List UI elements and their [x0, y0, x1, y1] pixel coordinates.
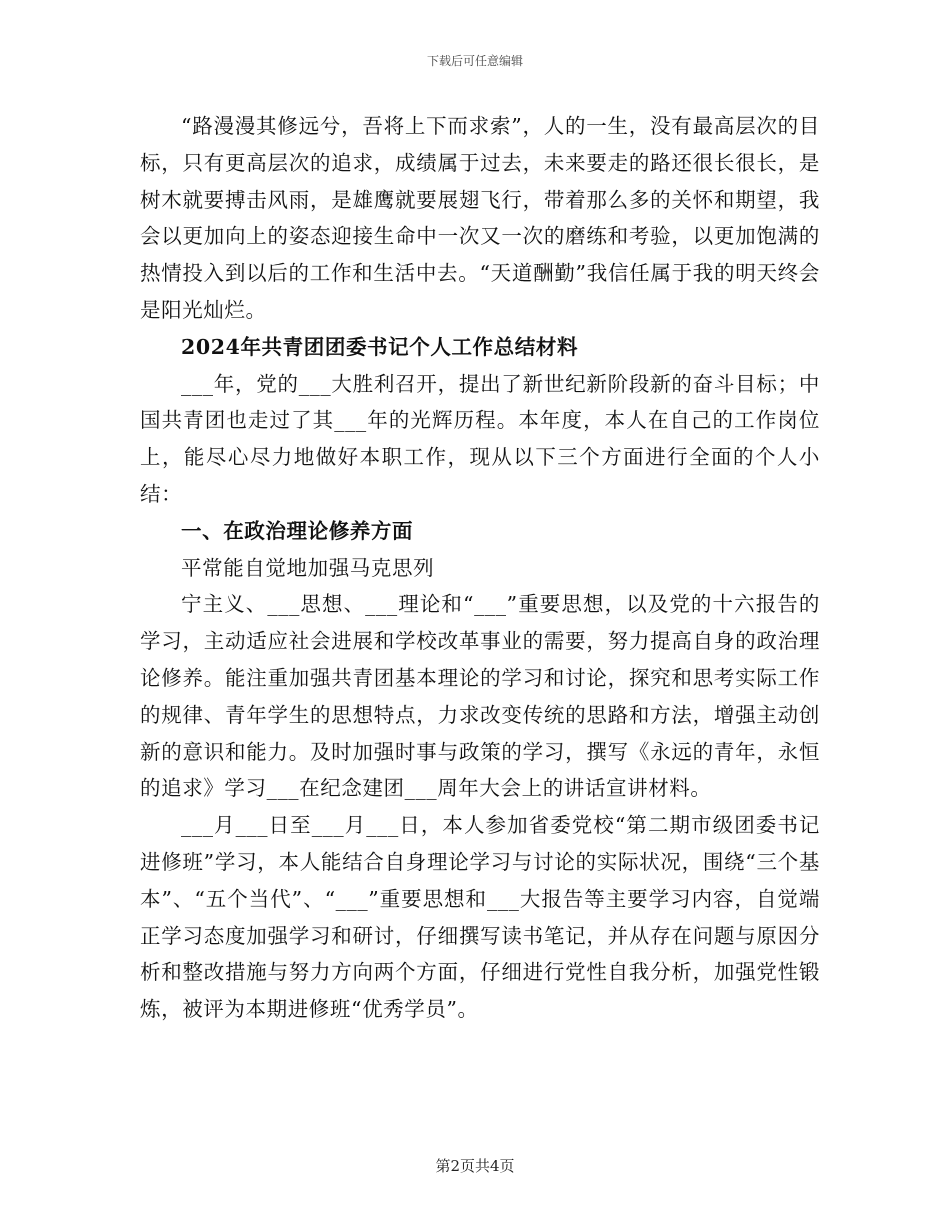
section-paragraph-training: ___月___日至___月___日，本人参加省委党校“第二期市级团委书记进修班”学习，本人能结合自身理论学习与讨论的实际状况，围绕“三个基本”、“五个当代”、“___”重要思想和___大报告等主要学习内容，自觉端正学习态度加强学习和研讨，仔细撰写读书笔记，并从存在问题与原因分析和整改措施与努力方向两个方面，仔细进行党性自我分析，加强党性锻炼，被评为本期进修班“优秀学员”。 [140, 813, 820, 1022]
section-paragraph-study: 宁主义、___思想、___理论和“___”重要思想，以及党的十六报告的学习，主动适应社会进展和学校改革事业的需要，努力提高自身的政治理论修养。能注重加强共青团基本理论的学习和讨论，探究和思考实际工作的规律、青年学生的思想特点，力求改变传统的思路和方法，增强主动创新的意识和能力。及时加强时事与政策的学习，撰写《永远的青年，永恒的追求》学习___在纪念建团___周年大会上的讲话宣讲材料。 [140, 592, 820, 801]
section-lead-line: 平常能自觉地加强马克思列 [181, 555, 435, 580]
document-title: 2024年共青团团委书记个人工作总结材料 [181, 334, 579, 359]
page-footer: 第2页共4页 [435, 1157, 515, 1175]
document-body [140, 108, 820, 1028]
section-heading-political-theory: 一、在政治理论修养方面 [181, 518, 414, 543]
closing-paragraph: “路漫漫其修远兮，吾将上下而求索”，人的一生，没有最高层次的目标，只有更高层次的追求，成绩属于过去，未来要走的路还很长很长，是树木就要搏击风雨，是雄鹰就要展翅飞行，带着那么多的关怀和期望，我会以更加向上的姿态迎接生命中一次又一次的磨练和考验，以更加饱满的热情投入到以后的工作和生活中去。“天道酬勤”我信任属于我的明天终会是阳光灿烂。 [140, 114, 820, 322]
intro-paragraph: ___年，党的___大胜利召开，提出了新世纪新阶段新的奋斗目标；中国共青团也走过了其___年的光辉历程。本年度，本人在自己的工作岗位上，能尽心尽力地做好本职工作，现从以下三个方面进行全面的个人小结： [140, 371, 820, 506]
page-header: 下载后可任意编辑 [426, 54, 523, 68]
